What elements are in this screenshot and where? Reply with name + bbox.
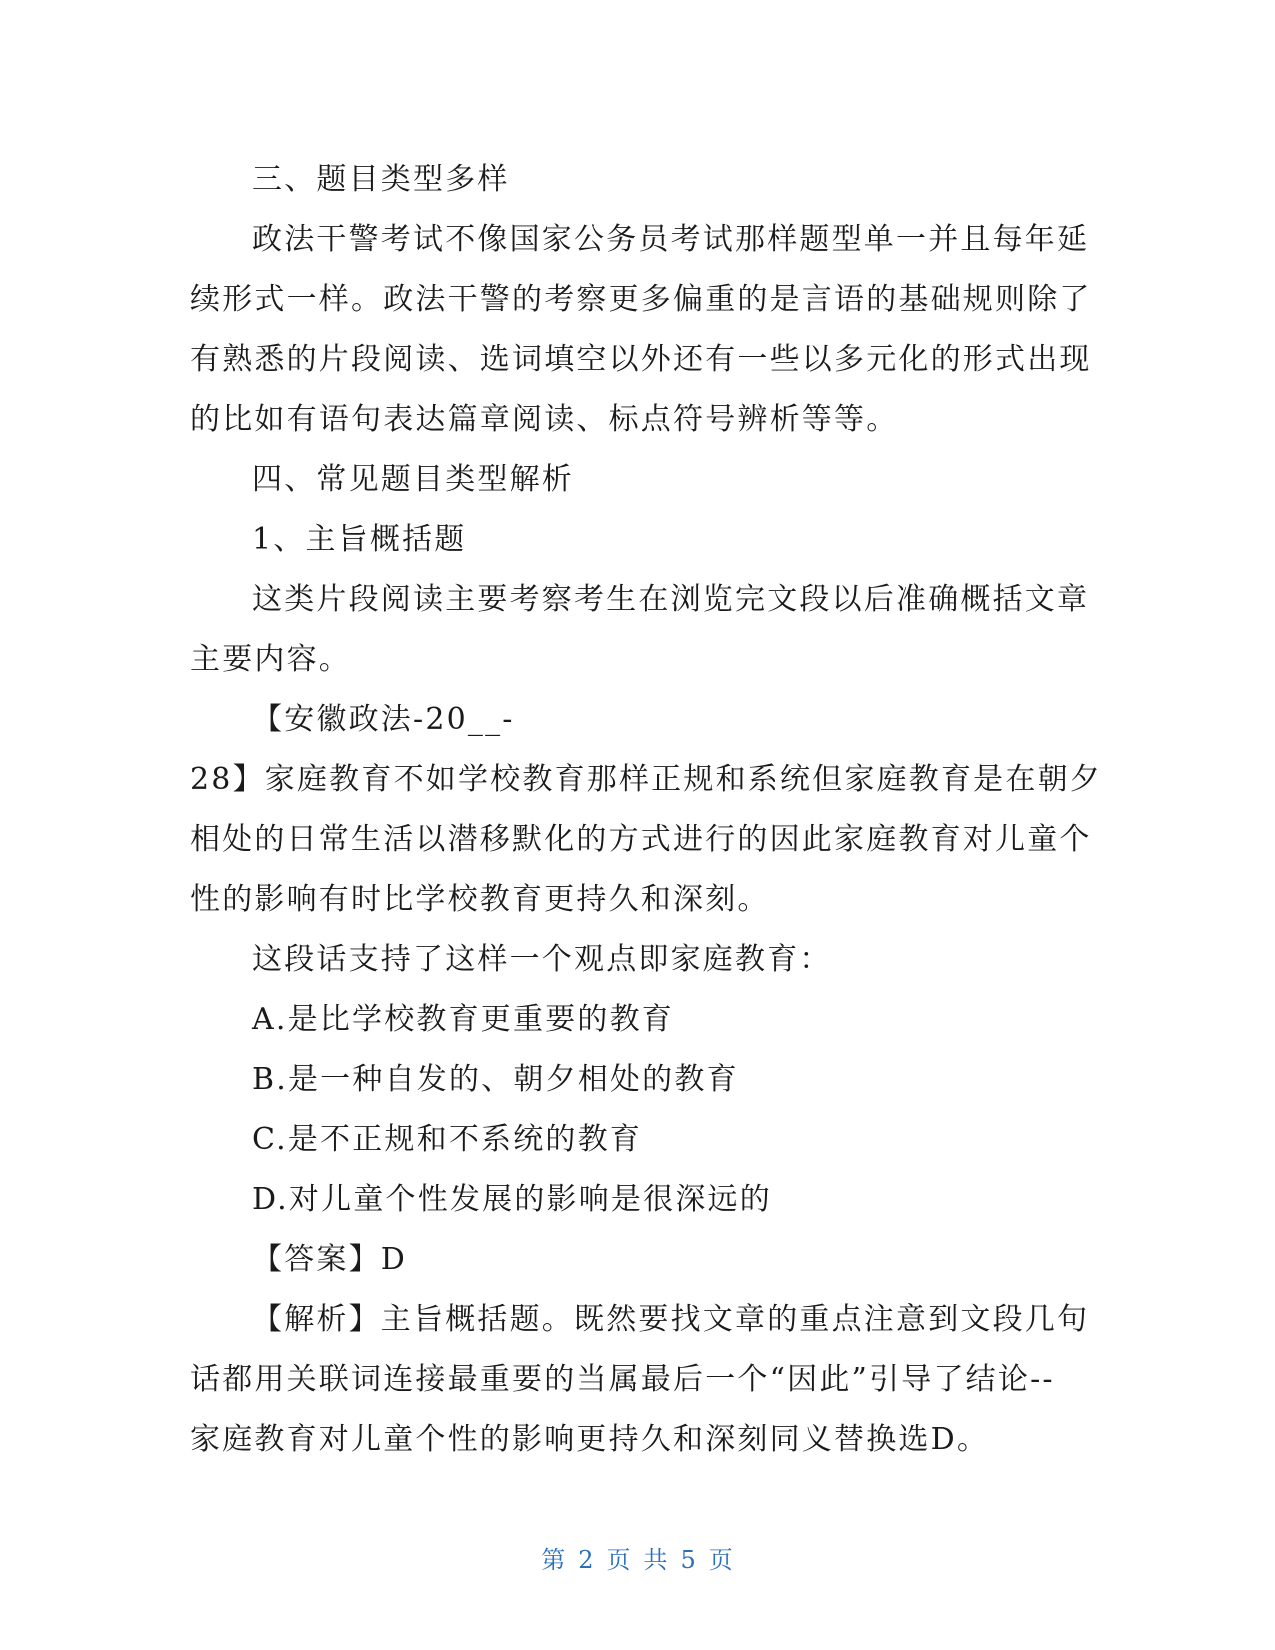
question-text-line: 性的影响有时比学校教育更持久和深刻。	[190, 882, 770, 917]
option-c: C.是不正规和不系统的教育	[252, 1122, 643, 1157]
paragraph-line: 续形式一样。政法干警的考察更多偏重的是言语的基础规则除了	[190, 282, 1092, 317]
question-text-line: 相处的日常生活以潜移默化的方式进行的因此家庭教育对儿童个	[190, 822, 1092, 857]
footer-total-suffix: 页	[708, 1546, 734, 1574]
option-a: A.是比学校教育更重要的教育	[252, 1002, 675, 1037]
analysis-line: 【解析】主旨概括题。既然要找文章的重点注意到文段几句	[252, 1302, 1090, 1337]
option-d: D.对儿童个性发展的影响是很深远的	[252, 1182, 772, 1217]
paragraph-line: 有熟悉的片段阅读、选词填空以外还有一些以多元化的形式出现	[190, 342, 1092, 377]
question-prompt: 这段话支持了这样一个观点即家庭教育：	[252, 942, 832, 977]
paragraph-line: 这类片段阅读主要考察考生在浏览完文段以后准确概括文章	[252, 582, 1090, 617]
document-body	[190, 150, 1102, 1470]
subsection-heading: 1、主旨概括题	[252, 522, 467, 557]
footer-page-word: 页	[606, 1546, 632, 1574]
paragraph-line: 主要内容。	[190, 642, 351, 677]
analysis-line: 家庭教育对儿童个性的影响更持久和深刻同义替换选D。	[190, 1422, 990, 1457]
section-heading-3: 三、题目类型多样	[252, 162, 510, 197]
option-b: B.是一种自发的、朝夕相处的教育	[252, 1062, 739, 1097]
current-page-number: 2	[578, 1546, 595, 1574]
footer-prefix: 第	[541, 1546, 567, 1574]
answer-line: 【答案】D	[252, 1242, 408, 1277]
paragraph-line: 政法干警考试不像国家公务员考试那样题型单一并且每年延	[252, 222, 1090, 257]
footer-total-prefix: 共	[643, 1546, 669, 1574]
paragraph-line: 的比如有语句表达篇章阅读、标点符号辨析等等。	[190, 402, 899, 437]
question-source-line: 【安徽政法-20__-	[252, 702, 515, 737]
total-pages-number: 5	[680, 1546, 697, 1574]
page-footer	[0, 1540, 1275, 1575]
section-heading-4: 四、常见题目类型解析	[252, 462, 574, 497]
question-text-line: 28】家庭教育不如学校教育那样正规和系统但家庭教育是在朝夕	[190, 762, 1102, 797]
analysis-line: 话都用关联词连接最重要的当属最后一个“因此”引导了结论--	[190, 1362, 1055, 1397]
